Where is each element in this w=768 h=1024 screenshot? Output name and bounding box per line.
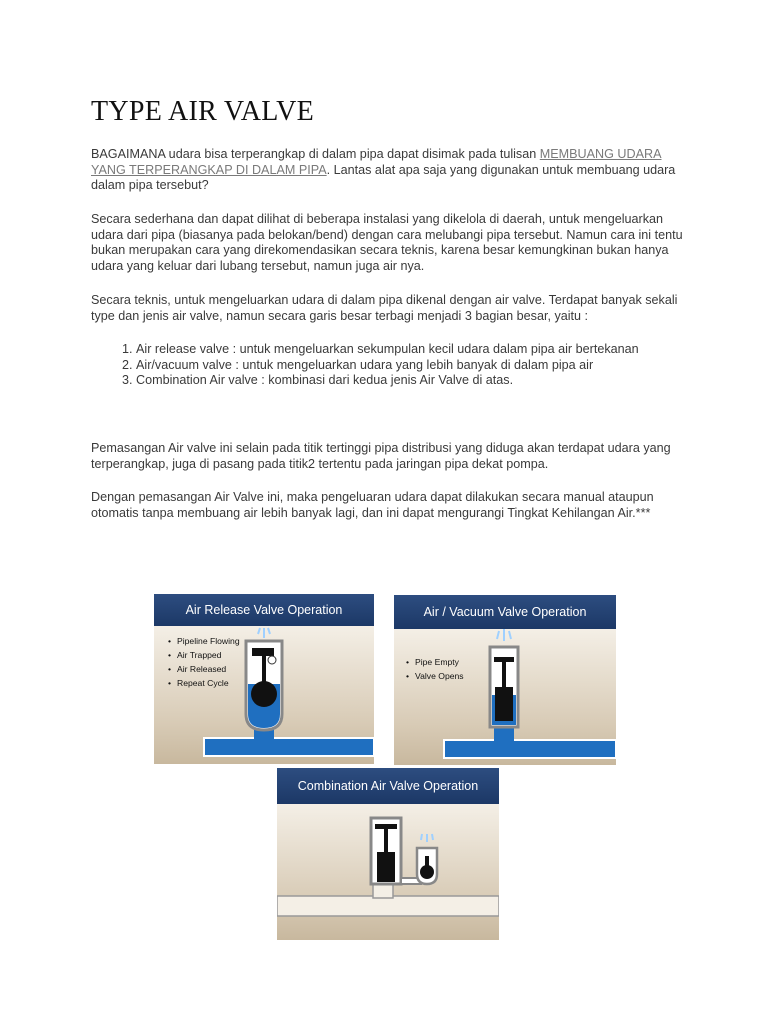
air-vacuum-valve-diagram	[394, 595, 616, 765]
air-release-figure	[154, 594, 374, 764]
paragraph-3: Secara teknis, untuk mengeluarkan udara di dalam pipa dikenal dengan air valve. Terdapat banyak sekali type dan jenis air valve, namun secara garis besar terbagi menjadi 3 bagian besar, yaitu :	[91, 293, 678, 323]
figure-title: Air / Vacuum Valve Operation	[394, 595, 616, 629]
valve-type-list	[91, 342, 696, 389]
bullet-item: • Pipe Empty	[406, 655, 464, 669]
figure-title: Air Release Valve Operation	[154, 594, 374, 626]
combination-figure	[277, 768, 499, 940]
article-link[interactable]: MEMBUANG UDARA YANG TERPERANGKAP DI DALAM PIPA	[91, 147, 662, 177]
list-item: 1. Air release valve : untuk mengeluarkan sekumpulan kecil udara dalam pipa air bertekanan	[136, 342, 696, 358]
list-item: 2. Air/vacuum valve : untuk mengeluarkan udara yang lebih banyak di dalam pipa air	[136, 358, 696, 374]
bullet-item: • Air Trapped	[168, 648, 240, 662]
bullet-item: • Repeat Cycle	[168, 676, 240, 690]
paragraph-2: Secara sederhana dan dapat dilihat di beberapa instalasi yang dikelola di daerah, untuk mengeluarkan udara dari pipa (biasanya pada belokan/bend) dengan cara melubangi pipa tersebut. Namun cara ini tentu bukan merupakan cara yang direkomendasikan secara teknis, karena besar kemungkinan bukan hanya udara yang keluar dari lubang tersebut, namun juga air nya.	[91, 212, 683, 273]
intro-text-end: . Lantas alat apa saja yang digunakan untuk membuang udara dalam pipa tersebut?	[91, 162, 676, 193]
page-title: TYPE AIR VALVE	[91, 96, 315, 127]
combination-valve-diagram	[277, 768, 499, 940]
bullet-item: • Air Released	[168, 662, 240, 676]
intro-paragraph	[91, 147, 683, 194]
air-release-valve-diagram	[154, 594, 374, 764]
figure-title: Combination Air Valve Operation	[277, 768, 499, 804]
paragraph-4: Pemasangan Air valve ini selain pada titik tertinggi pipa distribusi yang diduga akan terdapat udara yang terperangkap, juga di pasang pada titik2 tertentu pada jaringan pipa dekat pompa.	[91, 441, 671, 471]
bullet-item: • Valve Opens	[406, 669, 464, 683]
list-item: 3. Combination Air valve : kombinasi dari kedua jenis Air Valve di atas.	[136, 373, 696, 389]
air-vacuum-figure	[394, 595, 616, 765]
intro-text-start: BAGAIMANA udara bisa terperangkap di dalam pipa dapat disimak pada tulisan	[91, 147, 540, 161]
bullet-item: • Pipeline Flowing	[168, 634, 240, 648]
paragraph-5: Dengan pemasangan Air Valve ini, maka pengeluaran udara dapat dilakukan secara manual ataupun otomatis tanpa membuang air lebih banyak lagi, dan ini dapat mengurangi Tingkat Kehilangan Air.***	[91, 490, 654, 520]
